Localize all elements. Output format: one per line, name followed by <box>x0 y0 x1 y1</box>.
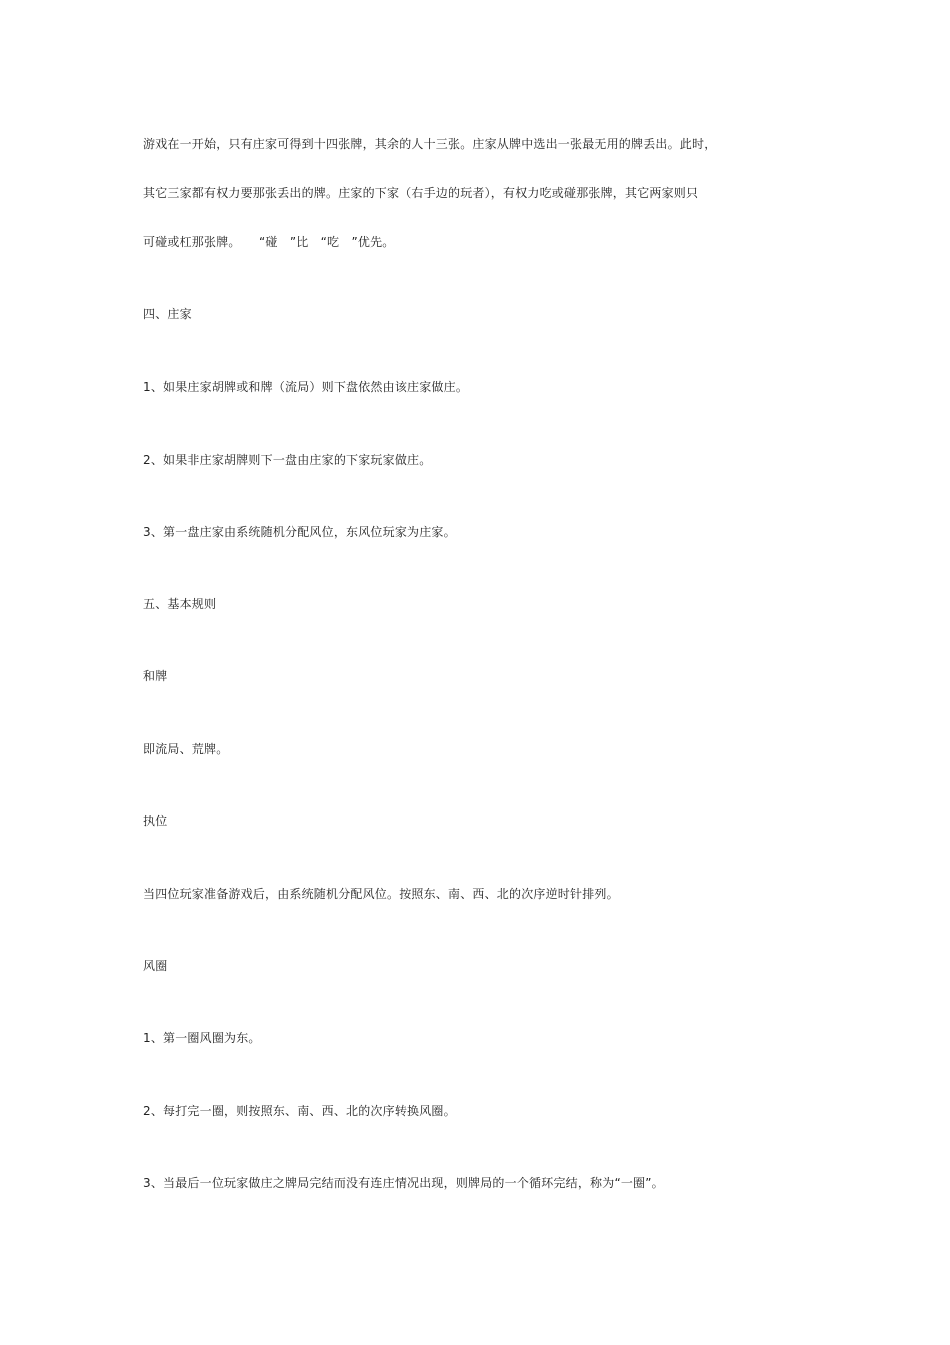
paragraph-line: 即流局、荒牌。 <box>143 742 229 756</box>
list-item: 2、每打完一圈，则按照东、南、西、北的次序转换风圈。 <box>143 1104 456 1118</box>
paragraph-line: 可碰或杠那张牌。 “碰 ”比 “吃 ”优先。 <box>143 235 395 249</box>
section-heading-basic-rules: 五、基本规则 <box>143 597 217 611</box>
paragraph-line: 其它三家都有权力要那张丢出的牌。庄家的下家（右手边的玩者），有权力吃或碰那张牌，其它两家则只 <box>143 186 699 200</box>
subheading-draw: 和牌 <box>143 669 168 683</box>
paragraph-line: 当四位玩家准备游戏后，由系统随机分配风位。按照东、南、西、北的次序逆时针排列。 <box>143 887 619 901</box>
list-item: 1、如果庄家胡牌或和牌（流局）则下盘依然由该庄家做庄。 <box>143 380 469 394</box>
section-heading-dealer: 四、庄家 <box>143 307 192 321</box>
list-item: 1、第一圈风圈为东。 <box>143 1031 261 1045</box>
list-item: 3、第一盘庄家由系统随机分配风位，东风位玩家为庄家。 <box>143 525 456 539</box>
list-item: 3、当最后一位玩家做庄之牌局完结而没有连庄情况出现，则牌局的一个循环完结，称为“一圈”。 <box>143 1176 664 1190</box>
subheading-wind-round: 风圈 <box>143 959 168 973</box>
paragraph-line: 游戏在一开始，只有庄家可得到十四张牌，其余的人十三张。庄家从牌中选出一张最无用的牌丢出。此时， <box>143 137 717 151</box>
subheading-seat: 执位 <box>143 814 168 828</box>
list-item: 2、如果非庄家胡牌则下一盘由庄家的下家玩家做庄。 <box>143 453 432 467</box>
